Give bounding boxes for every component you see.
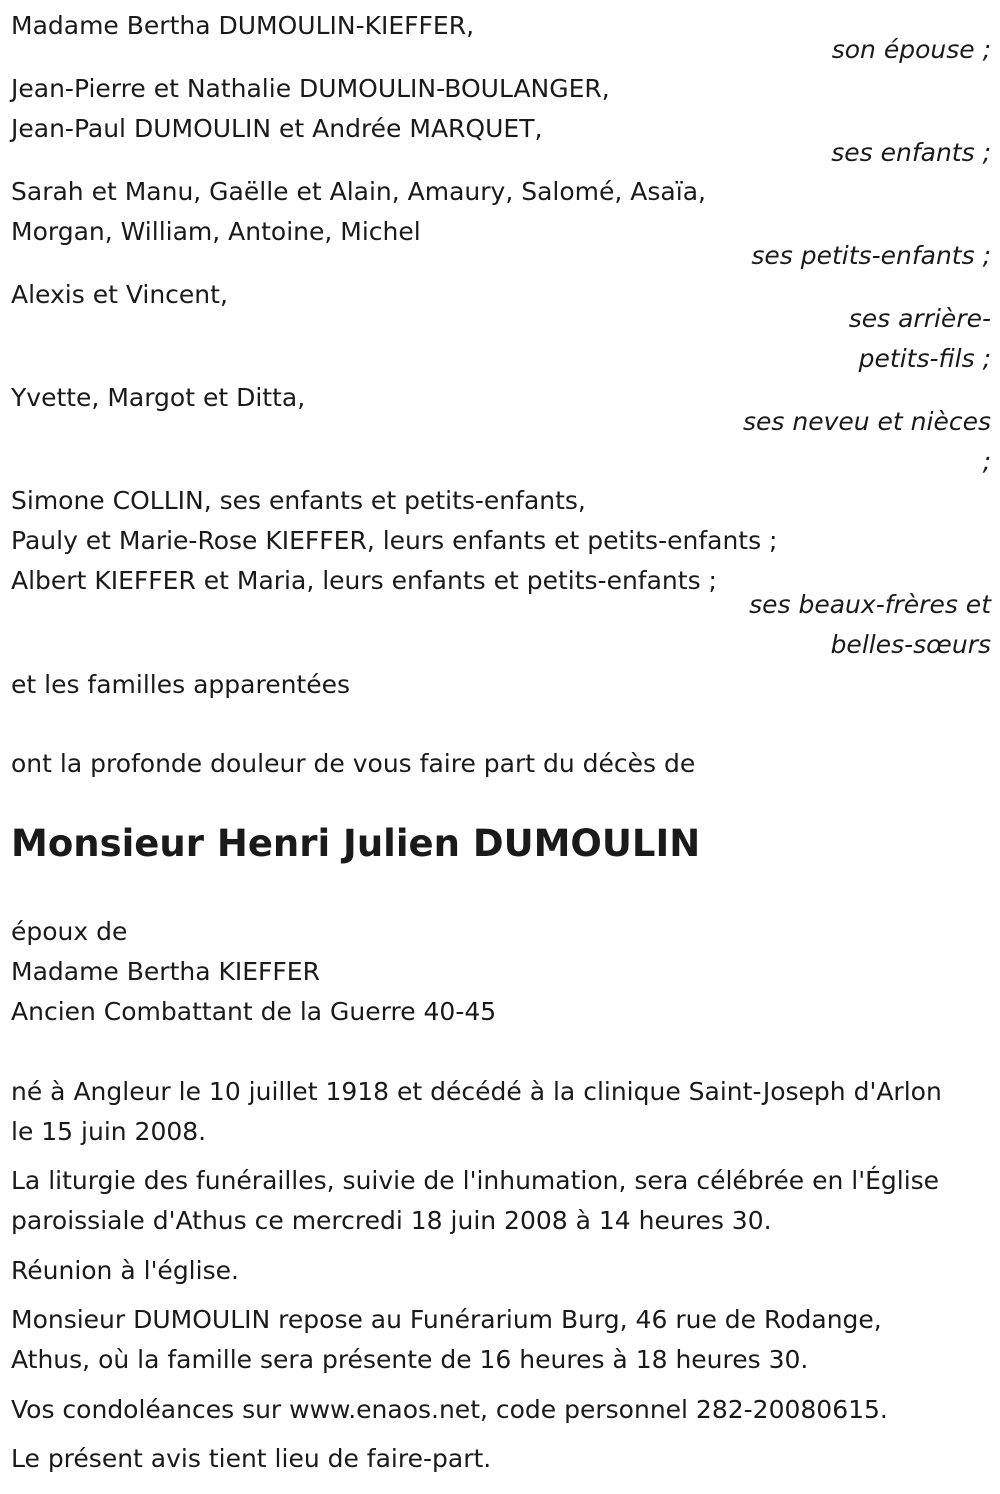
spouse-of-name: Madame Bertha KIEFFER (11, 957, 320, 986)
grandchildren-line-2: Morgan, William, Antoine, Michel (11, 217, 421, 246)
notice-section (11, 1439, 991, 1479)
related-families: et les familles apparentées (11, 670, 351, 699)
rest-section (11, 1300, 991, 1380)
grandchildren-line-1: Sarah et Manu, Gaëlle et Alain, Amaury, Salomé, Asaïa, (11, 177, 706, 206)
great-grandsons-relation-1: ses arrière- (848, 304, 991, 333)
condolences-text: Vos condoléances sur www.enaos.net, code personnel 282-20080615. (11, 1395, 888, 1424)
in-laws-section (11, 481, 991, 601)
children-line-2: Jean-Paul DUMOULIN et Andrée MARQUET, (11, 114, 543, 143)
spouse-of-section (11, 912, 991, 1032)
children-line-1: Jean-Pierre et Nathalie DUMOULIN-BOULANGER, (11, 74, 610, 103)
liturgy-line-1: La liturgie des funérailles, suivie de l'inhumation, sera célébrée en l'Église (11, 1166, 940, 1195)
liturgy-line-2: paroissiale d'Athus ce mercredi 18 juin 2008 à 14 heures 30. (11, 1206, 772, 1235)
condolences-section (11, 1390, 991, 1430)
grandchildren-relation: ses petits-enfants ; (751, 241, 991, 270)
deceased-section (11, 819, 991, 869)
veteran-title: Ancien Combattant de la Guerre 40-45 (11, 997, 497, 1026)
birth-death-line-1: né à Angleur le 10 juillet 1918 et décédé à la clinique Saint-Joseph d'Arlon (11, 1077, 942, 1106)
spouse-name: Madame Bertha DUMOULIN-KIEFFER, (11, 11, 475, 40)
in-laws-relation-1: ses beaux-frères et (749, 590, 991, 619)
nieces-relation-row (11, 402, 991, 482)
deceased-name: Monsieur Henri Julien DUMOULIN (11, 822, 701, 865)
great-grandsons-relation-2: petits-fils ; (858, 344, 991, 373)
spouse-relation-row (11, 30, 991, 70)
meeting-section (11, 1251, 991, 1291)
birth-death-line-2: le 15 juin 2008. (11, 1117, 207, 1146)
spouse-of-label: époux de (11, 917, 128, 946)
rest-line-1: Monsieur DUMOULIN repose au Funérarium Burg, 46 rue de Rodange, (11, 1305, 882, 1334)
in-laws-relation-2: belles-sœurs (830, 630, 991, 659)
meeting-text: Réunion à l'église. (11, 1256, 239, 1285)
notice-text: Le présent avis tient lieu de faire-part. (11, 1444, 492, 1473)
in-laws-line-3: Albert KIEFFER et Maria, leurs enfants et petits-enfants ; (11, 566, 717, 595)
in-laws-line-1: Simone COLLIN, ses enfants et petits-enfants, (11, 486, 586, 515)
announcement-intro: ont la profonde douleur de vous faire part du décès de (11, 749, 696, 778)
birth-death-section (11, 1072, 991, 1152)
nieces-relation-1: ses neveu et nièces (742, 407, 991, 436)
in-laws-relation-row (11, 585, 991, 665)
nieces-relation-2: ; (982, 447, 991, 476)
great-grandsons-relation-row (11, 299, 991, 379)
related-families-section (11, 665, 991, 705)
spouse-relation: son épouse ; (831, 35, 991, 64)
grandchildren-relation-row (11, 236, 991, 276)
children-relation-row (11, 133, 991, 173)
children-relation: ses enfants ; (831, 138, 991, 167)
in-laws-line-2: Pauly et Marie-Rose KIEFFER, leurs enfants et petits-enfants ; (11, 526, 778, 555)
nieces-line: Yvette, Margot et Ditta, (11, 383, 306, 412)
announcement-intro-section (11, 744, 991, 784)
liturgy-section (11, 1161, 991, 1241)
rest-line-2: Athus, où la famille sera présente de 16 heures à 18 heures 30. (11, 1345, 809, 1374)
great-grandsons-line: Alexis et Vincent, (11, 280, 228, 309)
